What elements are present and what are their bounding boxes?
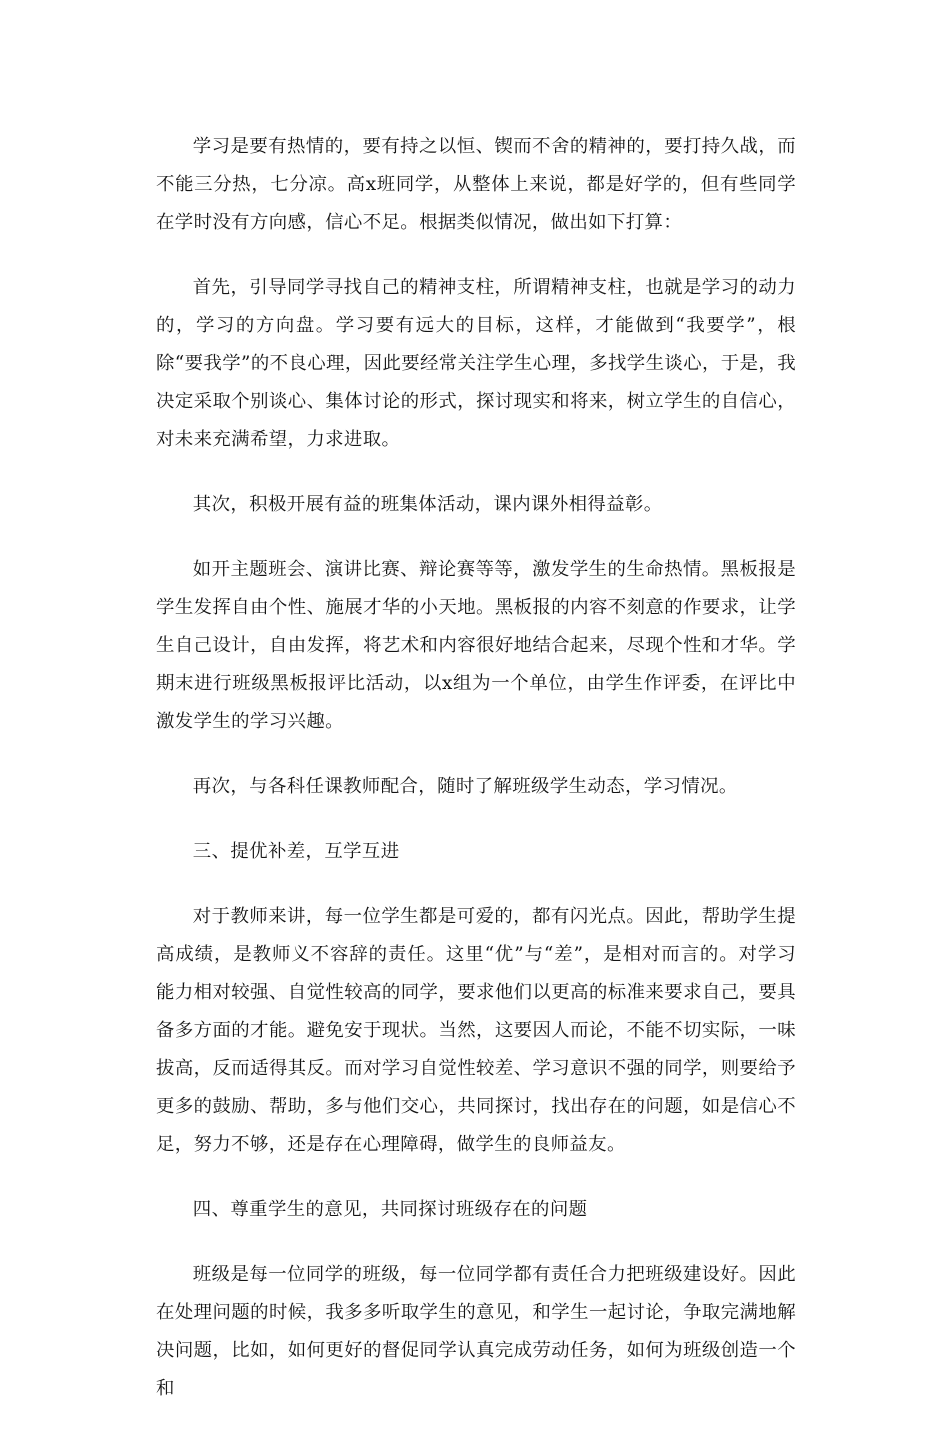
section-heading-four: 四、尊重学生的意见，共同探讨班级存在的问题 bbox=[192, 1199, 588, 1220]
section-heading-three: 三、提优补差，互学互进 bbox=[192, 841, 400, 862]
paragraph-help-students: 对于教师来讲，每一位学生都是可爱的，都有闪光点。因此，帮助学生提高成绩，是教师义不容辞的责任。这里“优”与“差”，是相对而言的。对学习能力相对较强、自觉性较高的同学，要求他们以更高的标准来要求自己，要具备多方面的才能。避免安于现状。当然，这要因人而论，不能不切实际，一味拔高，反而适得其反。而对学习自觉性较差、学习意识不强的同学，则要给予更多的鼓励、帮助，多与他们交心，共同探讨，找出存在的问题，如是信心不足，努力不够，还是存在心理障碍，做学生的良师益友。 bbox=[156, 906, 796, 1155]
paragraph-first-spiritual-pillar: 首先，引导同学寻找自己的精神支柱，所谓精神支柱，也就是学习的动力的，学习的方向盘。学习要有远大的目标，这样，才能做到“我要学”，根除“要我学”的不良心理，因此要经常关注学生心理，多找学生谈心，于是，我决定采取个别谈心、集体讨论的形式，探讨现实和将来，树立学生的自信心，对未来充满希望，力求进取。 bbox=[156, 277, 796, 450]
paragraph-second-class-activities: 其次，积极开展有益的班集体活动，课内课外相得益彰。 bbox=[192, 494, 663, 515]
paragraph-activities-detail: 如开主题班会、演讲比赛、辩论赛等等，激发学生的生命热情。黑板报是学生发挥自由个性、施展才华的小天地。黑板报的内容不刻意的作要求，让学生自己设计，自由发挥，将艺术和内容很好地结合起来，尽现个性和才华。学期末进行班级黑板报评比活动，以x组为一个单位，由学生作评委，在评比中激发学生的学习兴趣。 bbox=[156, 559, 796, 732]
paragraph-study-enthusiasm: 学习是要有热情的，要有持之以恒、锲而不舍的精神的，要打持久战，而不能三分热，七分凉。高x班同学，从整体上来说，都是好学的，但有些同学在学时没有方向感，信心不足。根据类似情况，做出如下打算： bbox=[156, 136, 796, 233]
paragraph-third-teacher-cooperation: 再次，与各科任课教师配合，随时了解班级学生动态，学习情况。 bbox=[192, 776, 738, 797]
document-body bbox=[156, 128, 796, 1435]
paragraph-class-responsibility: 班级是每一位同学的班级，每一位同学都有责任合力把班级建设好。因此在处理问题的时候，我多多听取学生的意见，和学生一起讨论，争取完满地解决问题，比如，如何更好的督促同学认真完成劳动任务，如何为班级创造一个和 bbox=[156, 1264, 796, 1399]
